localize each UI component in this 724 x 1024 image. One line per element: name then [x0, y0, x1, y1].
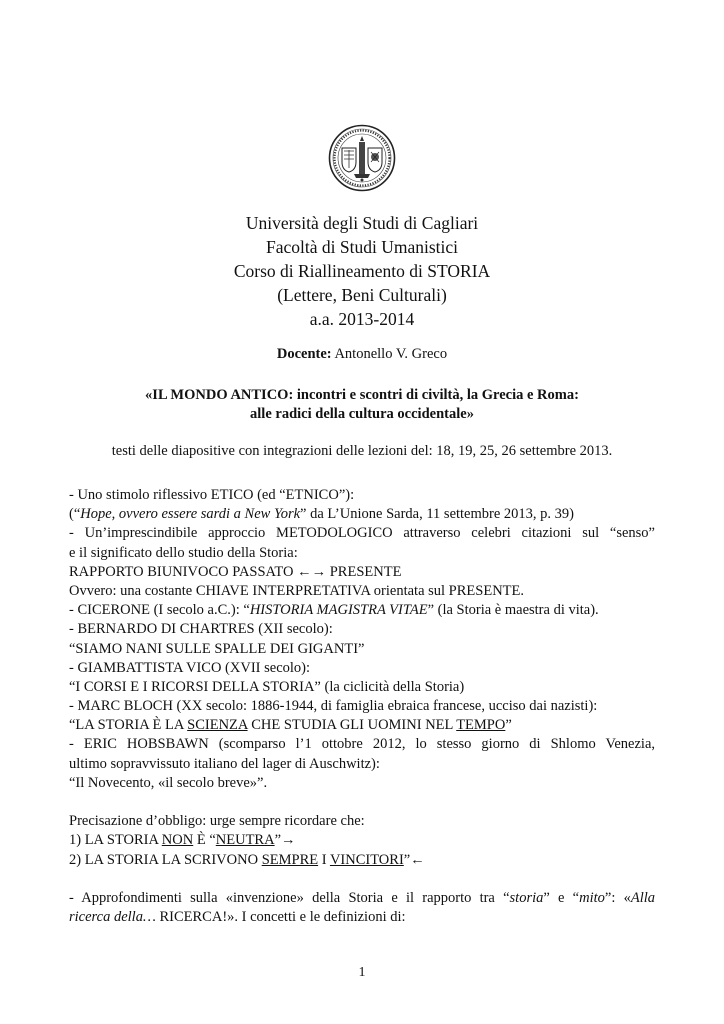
university-header — [0, 211, 724, 331]
body-line: - Un’imprescindibile approccio METODOLOGICO attraverso celebri citazioni sul “senso” — [69, 525, 655, 542]
underlined-word: SCIENZA — [187, 717, 248, 734]
article-title: Hope, ovvero essere sardi a New York — [80, 506, 301, 523]
course-name: Corso di Riallineamento di STORIA — [233, 261, 491, 281]
course-title-line-2: alle radici della cultura occidentale» — [250, 406, 474, 422]
body-line: - BERNARDO DI CHARTRES (XII secolo): — [69, 621, 333, 638]
intro-line: testi delle diapositive con integrazioni delle lezioni del: 18, 19, 25, 26 settembre 2013. — [111, 443, 613, 459]
degree-programs: (Lettere, Beni Culturali) — [277, 285, 447, 305]
body-line: - CICERONE (I secolo a.C.): “HISTORIA MAGISTRA VITAE” (la Storia è maestra di vita). — [69, 602, 599, 619]
page-number: 1 — [358, 965, 366, 980]
university-name: Università degli Studi di Cagliari — [245, 213, 479, 233]
underlined-word: VINCITORI — [329, 851, 404, 868]
body-line: - MARC BLOCH (XX secolo: 1886-1944, di famiglia ebraica francese, ucciso dai nazisti): — [69, 698, 598, 715]
course-title-line-1: «IL MONDO ANTICO: incontri e scontri di civiltà, la Grecia e Roma: — [145, 387, 579, 403]
underlined-word: NEUTRA — [215, 832, 275, 849]
body-line: ultimo sopravvissuto italiano del lager di Auschwitz): — [69, 755, 380, 772]
body-line: “LA STORIA È LA SCIENZA CHE STUDIA GLI UOMINI NEL TEMPO” — [69, 717, 512, 734]
docente-line — [0, 346, 724, 363]
body-line: 2) LA STORIA LA SCRIVONO SEMPRE I VINCITORI”← — [69, 851, 425, 868]
underlined-word: SEMPRE — [261, 851, 319, 868]
bidirectional-arrow-icon: ←→ — [297, 563, 327, 580]
document-body — [69, 486, 655, 927]
body-line: - Approfondimenti sulla «invenzione» della Storia e il rapporto tra “storia” e “mito”: «Alla — [69, 889, 656, 906]
body-line: “I CORSI E I RICORSI DELLA STORIA” (la ciclicità della Storia) — [69, 678, 465, 695]
faculty-name: Facoltà di Studi Umanistici — [266, 237, 458, 257]
body-line: “SIAMO NANI SULLE SPALLE DEI GIGANTI” — [69, 640, 365, 657]
body-line: Ovvero: una costante CHIAVE INTERPRETATIVA orientata sul PRESENTE. — [69, 582, 525, 599]
latin-quote: HISTORIA MAGISTRA VITAE — [249, 602, 428, 619]
course-title — [0, 386, 724, 424]
docente-label: Docente: — [276, 346, 332, 362]
underlined-word: NON — [161, 832, 194, 849]
body-line: ricerca della… RICERCA!». I concetti e le definizioni di: — [69, 909, 406, 926]
body-line: - GIAMBATTISTA VICO (XVII secolo): — [69, 659, 311, 676]
underlined-word: TEMPO — [456, 717, 506, 734]
body-line: RAPPORTO BIUNIVOCO PASSATO ←→ PRESENTE — [69, 563, 402, 580]
body-line: “Il Novecento, «il secolo breve»”. — [69, 774, 268, 791]
right-arrow-icon: ”→ — [274, 832, 296, 849]
body-line: - Uno stimolo riflessivo ETICO (ed “ETNICO”): — [69, 487, 355, 503]
body-line: - ERIC HOBSBAWN (scomparso l’1 ottobre 2012, lo stesso giorno di Shlomo Venezia, — [69, 736, 655, 753]
university-seal-logo — [328, 124, 396, 192]
academic-year: a.a. 2013-2014 — [309, 309, 415, 329]
left-arrow-icon: ”← — [403, 851, 425, 868]
body-line: e il significato dello studio della Storia: — [69, 544, 298, 561]
body-line: Precisazione d’obbligo: urge sempre ricordare che: — [69, 813, 365, 830]
docente-name: Antonello V. Greco — [331, 346, 448, 362]
body-line: 1) LA STORIA NON È “NEUTRA”→ — [69, 832, 296, 849]
body-line: (“Hope, ovvero essere sardi a New York” da L’Unione Sarda, 11 settembre 2013, p. 39) — [69, 506, 574, 523]
